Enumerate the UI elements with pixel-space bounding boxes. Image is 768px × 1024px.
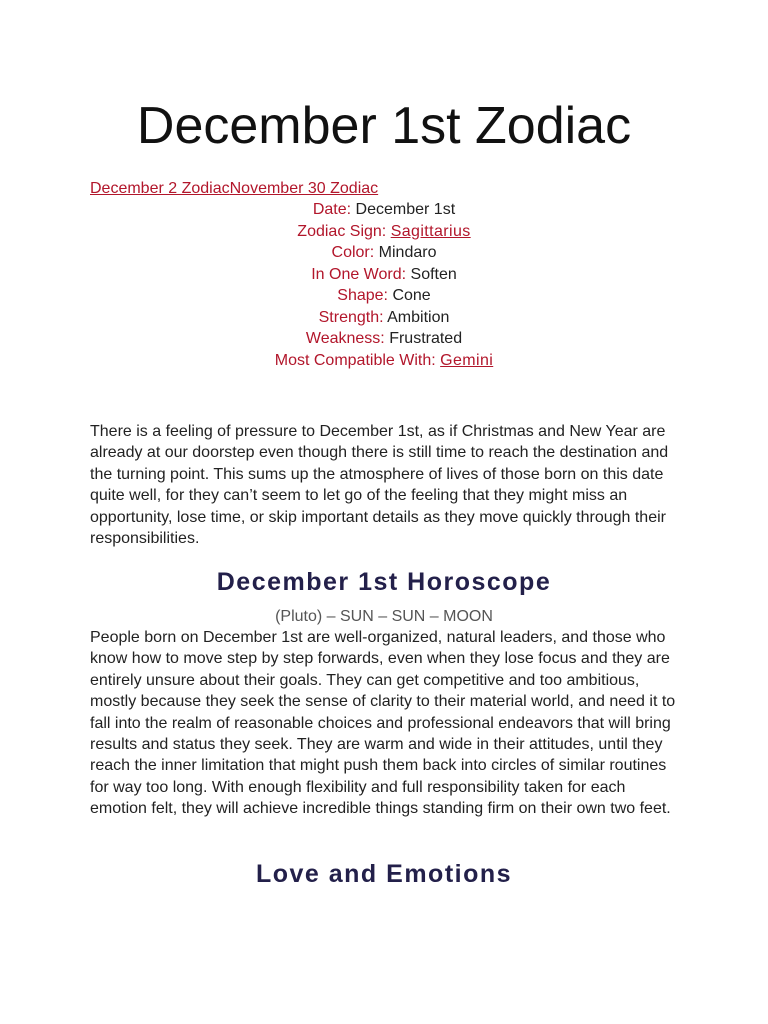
fact-label: Weakness: bbox=[305, 330, 385, 347]
fact-value: Soften bbox=[410, 265, 457, 283]
fact-value: Mindaro bbox=[378, 244, 437, 261]
fact-row-strength bbox=[0, 307, 768, 329]
fact-row-zodiac-sign bbox=[0, 221, 768, 243]
prev-zodiac-link[interactable]: December 2 Zodiac bbox=[90, 180, 230, 197]
fact-label: Strength: bbox=[318, 308, 384, 326]
fact-value: Cone bbox=[392, 287, 431, 304]
love-emotions-heading: Love and Emotions bbox=[255, 860, 513, 888]
fact-label: In One Word: bbox=[311, 265, 407, 283]
fact-label: Zodiac Sign: bbox=[297, 222, 387, 240]
horoscope-paragraph: People born on December 1st are well-organized, natural leaders, and those who know how to move step by step forwards, even when they lose focus and they are entirely unsure about their goals. They can get competitive and too ambitious, mostly because they seek the sense of clarity to their material world, and need it to fall into the realm of reasonable choices and professional endeavors that will bring results and status they seek. They are warm and wide in their attitudes, until they reach the inner limitation that might push them back into circles of similar routines for way too long. With enough flexibility and full responsibility taken for each emotion felt, they will achieve incredible things standing firm on their own two feet. bbox=[90, 629, 676, 818]
fact-label: Color: bbox=[331, 244, 375, 261]
fact-label: Most Compatible With: bbox=[274, 351, 436, 369]
fact-label: Shape: bbox=[337, 287, 388, 304]
next-zodiac-link[interactable]: November 30 Zodiac bbox=[229, 180, 379, 197]
ruling-planets: (Pluto) – SUN – SUN – MOON bbox=[275, 608, 493, 625]
sagittarius-link[interactable]: Sagittarius bbox=[390, 222, 471, 240]
fact-row-date bbox=[0, 199, 768, 221]
fact-value: Frustrated bbox=[389, 330, 463, 347]
fact-label: Date: bbox=[312, 201, 352, 218]
fact-row-compatible bbox=[0, 350, 768, 372]
horoscope-heading: December 1st Horoscope bbox=[216, 568, 552, 596]
fact-value: Ambition bbox=[387, 308, 450, 326]
fact-row-color bbox=[0, 242, 768, 264]
gemini-link[interactable]: Gemini bbox=[440, 351, 494, 369]
fact-row-one-word bbox=[0, 264, 768, 286]
fact-value: December 1st bbox=[355, 201, 456, 218]
intro-paragraph: There is a feeling of pressure to December 1st, as if Christmas and New Year are already at our doorstep even though there is still time to reach the destination and the turning point. This sums up the atmosphere of lives of those born on this date quite well, for they can’t seem to let go of the feeling that they might miss an opportunity, lose time, or skip important details as they move quickly through their responsibilities. bbox=[90, 423, 669, 548]
zodiac-nav bbox=[90, 178, 378, 200]
fact-row-shape bbox=[0, 285, 768, 307]
zodiac-facts bbox=[0, 199, 768, 371]
fact-row-weakness bbox=[0, 328, 768, 350]
page-title: December 1st Zodiac bbox=[136, 97, 632, 155]
